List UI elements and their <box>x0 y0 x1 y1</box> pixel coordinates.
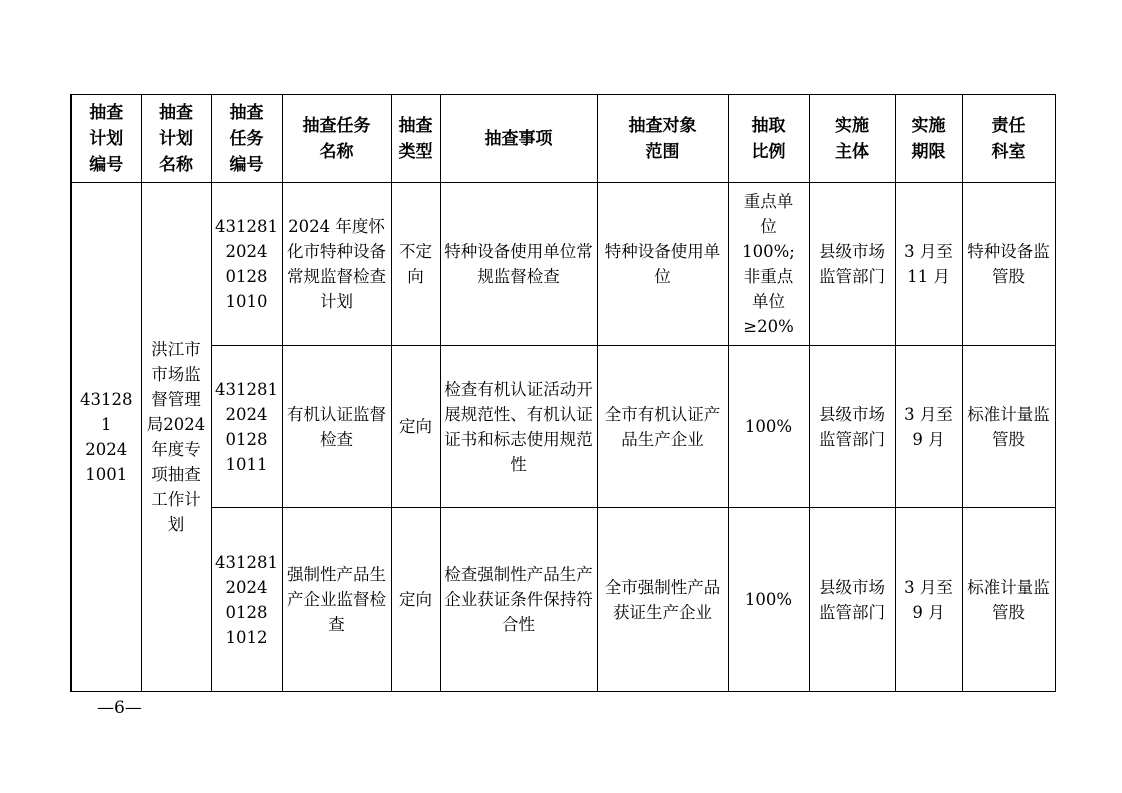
plan-name-cell: 洪江市 市场监 督管理 局2024 年度专 项抽查 工作计 划 <box>141 183 211 692</box>
header-plan-number: 抽查 计划 编号 <box>71 95 141 183</box>
task-number-cell: 431281 2024 0128 1010 <box>211 183 282 346</box>
task-name-cell: 有机认证监督检查 <box>282 346 391 508</box>
object-scope-cell: 特种设备使用单位 <box>597 183 728 346</box>
header-object-scope: 抽查对象 范围 <box>597 95 728 183</box>
task-name-cell: 2024 年度怀化市特种设备常规监督检查计划 <box>282 183 391 346</box>
department-cell: 特种设备监管股 <box>962 183 1055 346</box>
period-cell: 3 月至 9 月 <box>895 346 962 508</box>
executor-cell: 县级市场监管部门 <box>809 183 895 346</box>
header-department: 责任 科室 <box>962 95 1055 183</box>
sampling-ratio-cell: 100% <box>728 346 809 508</box>
object-scope-cell: 全市强制性产品获证生产企业 <box>597 508 728 692</box>
table-row <box>71 183 1055 346</box>
header-period: 实施 期限 <box>895 95 962 183</box>
department-cell: 标准计量监管股 <box>962 508 1055 692</box>
period-cell: 3 月至 9 月 <box>895 508 962 692</box>
check-item-cell: 特种设备使用单位常规监督检查 <box>440 183 597 346</box>
object-scope-cell: 全市有机认证产品生产企业 <box>597 346 728 508</box>
sampling-ratio-cell: 重点单 位 100%; 非重点 单位 ≥20% <box>728 183 809 346</box>
executor-cell: 县级市场监管部门 <box>809 508 895 692</box>
table-row <box>71 508 1055 692</box>
table-row <box>71 346 1055 508</box>
sampling-ratio-cell: 100% <box>728 508 809 692</box>
header-task-number: 抽查 任务 编号 <box>211 95 282 183</box>
check-item-cell: 检查有机认证活动开展规范性、有机认证证书和标志使用规范性 <box>440 346 597 508</box>
task-number-cell: 431281 2024 0128 1011 <box>211 346 282 508</box>
executor-cell: 县级市场监管部门 <box>809 346 895 508</box>
check-type-cell: 不定 向 <box>391 183 440 346</box>
page-number: —6— <box>97 698 142 718</box>
task-number-cell: 431281 2024 0128 1012 <box>211 508 282 692</box>
header-executor: 实施 主体 <box>809 95 895 183</box>
check-type-cell: 定向 <box>391 346 440 508</box>
header-check-type: 抽查 类型 <box>391 95 440 183</box>
department-cell: 标准计量监管股 <box>962 346 1055 508</box>
spot-check-plan-table <box>70 94 1056 692</box>
header-sampling-ratio: 抽取 比例 <box>728 95 809 183</box>
check-item-cell: 检查强制性产品生产企业获证条件保持符合性 <box>440 508 597 692</box>
period-cell: 3 月至 11 月 <box>895 183 962 346</box>
task-name-cell: 强制性产品生产企业监督检查 <box>282 508 391 692</box>
plan-number-cell: 431281 2024 1001 <box>71 183 141 692</box>
table-header-row <box>71 95 1055 183</box>
header-task-name: 抽查任务 名称 <box>282 95 391 183</box>
header-check-item: 抽查事项 <box>440 95 597 183</box>
check-type-cell: 定向 <box>391 508 440 692</box>
header-plan-name: 抽查 计划 名称 <box>141 95 211 183</box>
